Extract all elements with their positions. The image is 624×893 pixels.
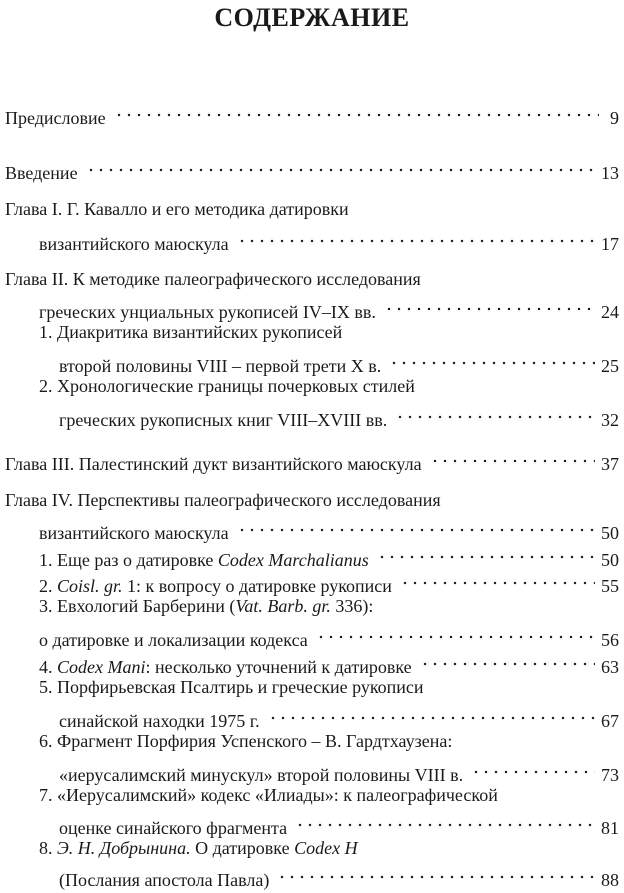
toc-entry-chapter-4-cont[interactable] — [39, 513, 619, 543]
dot-leader — [430, 444, 595, 470]
dot-leader — [395, 400, 595, 426]
page-title: СОДЕРЖАНИЕ — [214, 3, 410, 32]
toc-entry-4-6-cont[interactable] — [59, 755, 619, 785]
toc-entry-title: Глава I. Г. Кавалло и его методика датировки — [5, 199, 349, 219]
toc-entry-title: 1. Еще раз о датировке Codex Marchalianus — [39, 550, 369, 570]
toc-entry-title: 2. Хронологические границы почерковых стилей — [39, 376, 415, 396]
toc-entry-title: 4. Codex Mani: несколько уточнений к датировке — [39, 657, 412, 677]
toc-entry-4-3[interactable] — [39, 593, 619, 619]
toc-entry-title: 1. Диакритика византийских рукописей — [39, 322, 343, 342]
toc-entry-title: 5. Порфирьевская Псалтирь и греческие рукописи — [39, 677, 424, 697]
toc-entry-title-cont: оценке синайского фрагмента — [59, 818, 288, 838]
toc-entry-4-6[interactable] — [39, 728, 619, 754]
toc-entry-2-2[interactable] — [39, 373, 619, 399]
dot-leader — [237, 513, 595, 539]
toc-entry-title: Введение — [5, 163, 78, 183]
toc-entry-title: Глава IV. Перспективы палеографического исследования — [5, 490, 441, 510]
page-number: 50 — [601, 550, 619, 570]
toc-entry-4-3-cont[interactable] — [39, 620, 619, 650]
toc-entry-title-cont: греческих рукописных книг VIII–XVIII вв. — [59, 410, 388, 430]
toc-entry-chapter-1[interactable] — [5, 196, 619, 222]
toc-entry-chapter-4[interactable] — [5, 487, 619, 513]
page-number: 73 — [601, 765, 619, 785]
toc-entry-title-cont: о датировке и локализации кодекса — [39, 630, 308, 650]
toc-entry-introduction[interactable] — [5, 153, 619, 183]
toc-entry-title: Глава III. Палестинский дукт византийского маюскула — [5, 454, 422, 474]
page-number: 88 — [601, 870, 619, 890]
toc-entry-2-2-cont[interactable] — [59, 400, 619, 430]
page-number: 9 — [610, 108, 619, 128]
toc-entry-chapter-2[interactable] — [5, 266, 619, 292]
toc-entry-title-cont: (Послания апостола Павла) — [59, 870, 270, 890]
toc-entry-2-1[interactable] — [39, 319, 619, 345]
page-number: 50 — [601, 523, 619, 543]
page-number: 37 — [601, 454, 619, 474]
page-number: 32 — [601, 410, 619, 430]
dot-leader — [389, 346, 595, 372]
toc-entry-chapter-1-cont[interactable] — [39, 224, 619, 254]
toc-entry-title-cont: «иерусалимский минускул» второй половины VIII в. — [59, 765, 464, 785]
toc-entry-title: 7. «Иерусалимский» кодекс «Илиады»: к палеографической — [39, 785, 498, 805]
page-number: 25 — [601, 356, 619, 376]
toc-entry-4-5[interactable] — [39, 674, 619, 700]
toc-entry-title-cont: византийского маюскула — [39, 234, 229, 254]
toc-entry-4-5-cont[interactable] — [59, 701, 619, 731]
toc-entry-4-8-cont[interactable] — [59, 860, 619, 890]
page-number: 63 — [601, 657, 619, 677]
toc-entry-title-cont: второй половины VIII – первой трети X в. — [59, 356, 382, 376]
dot-leader — [471, 755, 595, 781]
toc-entry-title: 6. Фрагмент Порфирия Успенского – В. Гардтхаузена: — [39, 731, 453, 751]
toc-entry-4-4[interactable] — [39, 647, 619, 677]
toc-entry-title: 3. Евхологий Барберини (Vat. Barb. gr. 336): — [39, 596, 374, 616]
dot-leader — [86, 153, 595, 179]
toc-entry-2-1-cont[interactable] — [59, 346, 619, 376]
page-number: 17 — [601, 234, 619, 254]
page-number: 55 — [601, 576, 619, 596]
page-number: 81 — [601, 818, 619, 838]
dot-leader — [114, 98, 599, 124]
dot-leader — [384, 292, 595, 318]
toc-entry-title: 2. Coisl. gr. 1: к вопросу о датировке рукописи — [39, 576, 392, 596]
toc-entry-title-cont: византийского маюскула — [39, 523, 229, 543]
dot-leader — [237, 224, 595, 250]
toc-entry-4-1[interactable] — [39, 540, 619, 570]
toc-entry-title: 8. Э. Н. Добрынина. О датировке Codex H — [39, 838, 358, 858]
page-number: 67 — [601, 711, 619, 731]
page-number: 24 — [601, 302, 619, 322]
dot-leader — [277, 860, 595, 886]
toc-entry-4-2[interactable] — [39, 566, 619, 596]
page-number: 13 — [601, 163, 619, 183]
toc-entry-chapter-3[interactable] — [5, 444, 619, 474]
toc-entry-4-8[interactable] — [39, 835, 619, 861]
dot-leader — [268, 701, 595, 727]
toc-entry-title: Глава II. К методике палеографического исследования — [5, 269, 421, 289]
toc-entry-title-cont: синайской находки 1975 г. — [59, 711, 260, 731]
toc-entry-preface[interactable] — [5, 98, 619, 128]
dot-leader — [420, 647, 595, 673]
toc-entry-4-7-cont[interactable] — [59, 808, 619, 838]
dot-leader — [377, 540, 595, 566]
toc-entry-4-7[interactable] — [39, 782, 619, 808]
page-number: 56 — [601, 630, 619, 650]
toc-entry-chapter-2-cont[interactable] — [39, 292, 619, 322]
toc-entry-title: Предисловие — [5, 108, 106, 128]
dot-leader — [400, 566, 595, 592]
dot-leader — [295, 808, 595, 834]
toc-entry-title-cont: греческих унциальных рукописей IV–IX вв. — [39, 302, 376, 322]
dot-leader — [316, 620, 595, 646]
